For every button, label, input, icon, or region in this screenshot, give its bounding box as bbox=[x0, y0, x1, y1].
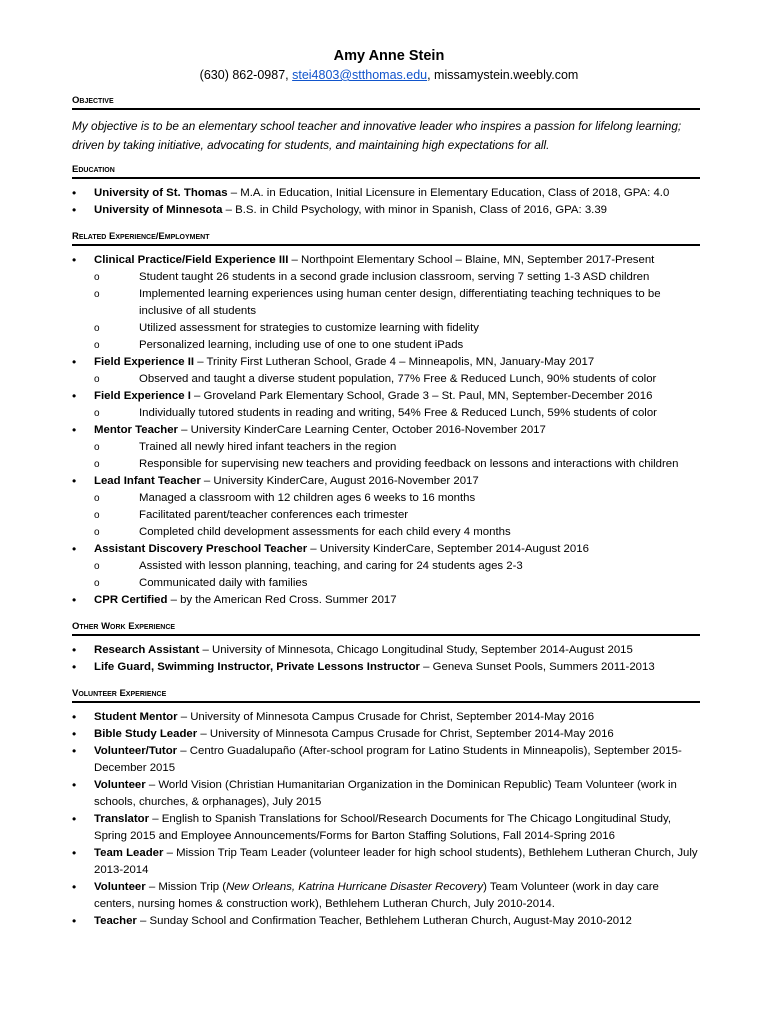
volunteer-item-detail-cont: ) Team Volunteer (work in day care centers, nursing homes & construction work), Bethlehem Lutheran Church, July 2010-2014. bbox=[94, 881, 659, 910]
education-list bbox=[72, 185, 700, 219]
volunteer-item-title: Volunteer bbox=[94, 779, 146, 791]
volunteer-item-title: Volunteer bbox=[94, 881, 146, 893]
objective-text: My objective is to be an elementary school teacher and innovative leader who inspires a passion for lifelong learning; driven by taking initiative, advocating for students, and maintaining high expectations for all. bbox=[72, 119, 682, 152]
education-item-title: University of Minnesota bbox=[94, 204, 223, 216]
experience-item-detail: – Groveland Park Elementary School, Grade 3 – St. Paul, MN, September-December 2016 bbox=[190, 390, 653, 402]
experience-sublist bbox=[72, 371, 700, 388]
candidate-name: Amy Anne Stein bbox=[333, 48, 445, 64]
experience-item-detail: – University KinderCare, August 2016-November 2017 bbox=[200, 475, 479, 487]
experience-sub-item: o Utilized assessment for strategies to customize learning with fidelity bbox=[93, 320, 700, 337]
other-work-item-title: Research Assistant bbox=[94, 644, 200, 656]
experience-sublist bbox=[72, 439, 700, 473]
volunteer-item-title: Bible Study Leader bbox=[94, 728, 198, 740]
experience-item bbox=[72, 541, 700, 558]
contact-line bbox=[78, 66, 700, 84]
other-work-item-title: Life Guard, Swimming Instructor, Private Lessons Instructor bbox=[94, 661, 420, 673]
experience-sub-item: o Facilitated parent/teacher conferences each trimester bbox=[93, 507, 700, 524]
volunteer-item bbox=[72, 913, 700, 930]
experience-item bbox=[72, 388, 700, 405]
volunteer-item-detail: – University of Minnesota Campus Crusade for Christ, September 2014-May 2016 bbox=[177, 711, 595, 723]
experience-sublist bbox=[72, 558, 700, 592]
volunteer-item bbox=[72, 879, 700, 913]
other-work-list bbox=[72, 642, 700, 676]
experience-sub-item: o Assisted with lesson planning, teaching, and caring for 24 students ages 2-3 bbox=[93, 558, 700, 575]
other-work-heading: Other Work Experience bbox=[72, 620, 700, 636]
education-heading: Education bbox=[72, 163, 700, 179]
experience-sub-item: o Responsible for supervising new teachers and providing feedback on lessons and interactions with children bbox=[93, 456, 700, 473]
experience-item bbox=[72, 592, 700, 609]
other-work-item-detail: – University of Minnesota, Chicago Longitudinal Study, September 2014-August 2015 bbox=[199, 644, 633, 656]
experience-sublist bbox=[72, 405, 700, 422]
experience-sub-item: o Personalized learning, including use of one to one student iPads bbox=[93, 337, 700, 354]
experience-item-title: CPR Certified bbox=[94, 594, 168, 606]
experience-sublist bbox=[72, 490, 700, 541]
other-work-item bbox=[72, 642, 700, 659]
experience-item bbox=[72, 354, 700, 371]
experience-item-title: Clinical Practice/Field Experience III bbox=[94, 254, 289, 266]
experience-sub-item: o Managed a classroom with 12 children ages 6 weeks to 16 months bbox=[93, 490, 700, 507]
other-work-item-detail: – Geneva Sunset Pools, Summers 2011-2013 bbox=[419, 661, 655, 673]
volunteer-item bbox=[72, 777, 700, 811]
experience-sublist-wrapper bbox=[72, 269, 700, 354]
volunteer-item bbox=[72, 811, 700, 845]
experience-sub-item: o Trained all newly hired infant teachers in the region bbox=[93, 439, 700, 456]
objective-heading: Objective bbox=[72, 94, 700, 110]
experience-item-title: Assistant Discovery Preschool Teacher bbox=[94, 543, 308, 555]
experience-item-title: Lead Infant Teacher bbox=[94, 475, 201, 487]
volunteer-item bbox=[72, 743, 700, 777]
volunteer-item-detail: – Sunday School and Confirmation Teacher, Bethlehem Lutheran Church, August-May 2010-2012 bbox=[136, 915, 632, 927]
volunteer-item-title: Teacher bbox=[94, 915, 137, 927]
volunteer-item-title: Team Leader bbox=[94, 847, 164, 859]
experience-sub-item: o Communicated daily with families bbox=[93, 575, 700, 592]
volunteer-item-detail: – Centro Guadalupaño (After-school program for Latino Students in Minneapolis), September 2015-December 2015 bbox=[94, 745, 682, 774]
phone: (630) 862-0987, bbox=[199, 68, 293, 82]
experience-item-title: Field Experience II bbox=[94, 356, 195, 368]
education-item bbox=[72, 202, 700, 219]
related-experience-list bbox=[72, 252, 700, 609]
volunteer-item-detail: – World Vision (Christian Humanitarian Organization in the Dominican Republic) Team Volunteer (work in schools, churches, & orphanages), July 2015 bbox=[94, 779, 677, 808]
related-experience-heading: Related Experience/Employment bbox=[72, 230, 700, 246]
experience-sub-item: o Observed and taught a diverse student population, 77% Free & Reduced Lunch, 90% students of color bbox=[93, 371, 700, 388]
experience-sublist-wrapper bbox=[72, 490, 700, 541]
experience-sublist-wrapper bbox=[72, 558, 700, 592]
volunteer-item-title: Student Mentor bbox=[94, 711, 178, 723]
experience-item-title: Mentor Teacher bbox=[94, 424, 178, 436]
experience-sublist bbox=[72, 269, 700, 354]
volunteer-item bbox=[72, 845, 700, 879]
other-work-item bbox=[72, 659, 700, 676]
experience-sublist-wrapper bbox=[72, 371, 700, 388]
experience-item-detail: – Trinity First Lutheran School, Grade 4 – Minneapolis, MN, January-May 2017 bbox=[194, 356, 595, 368]
experience-item bbox=[72, 252, 700, 269]
volunteer-item-title: Translator bbox=[94, 813, 150, 825]
education-item-title: University of St. Thomas bbox=[94, 187, 228, 199]
experience-sub-item: o Completed child development assessments for each child every 4 months bbox=[93, 524, 700, 541]
volunteer-item-detail: – University of Minnesota Campus Crusade for Christ, September 2014-May 2016 bbox=[197, 728, 614, 740]
experience-item-detail: – University KinderCare Learning Center, October 2016-November 2017 bbox=[177, 424, 546, 436]
volunteer-item-title: Volunteer/Tutor bbox=[94, 745, 178, 757]
experience-item-title: Field Experience I bbox=[94, 390, 191, 402]
volunteer-list bbox=[72, 709, 700, 930]
email-link[interactable]: stei4803@stthomas.edu bbox=[292, 68, 428, 82]
website: , missamystein.weebly.com bbox=[427, 68, 579, 82]
volunteer-item bbox=[72, 709, 700, 726]
experience-item bbox=[72, 422, 700, 439]
experience-sub-item: o Individually tutored students in reading and writing, 54% Free & Reduced Lunch, 59% students of color bbox=[93, 405, 700, 422]
experience-sub-item: o Implemented learning experiences using human center design, differentiating teaching techniques to be inclusive of all students bbox=[93, 286, 700, 320]
volunteer-item-detail: – English to Spanish Translations for School/Research Documents for The Chicago Longitudinal Study, Spring 2015 and Employee Announcements/Forms for Barton Staffing Solutions, Fall 2014-Spring 2016 bbox=[94, 813, 672, 842]
experience-sublist-wrapper bbox=[72, 405, 700, 422]
education-item-detail: – B.S. in Child Psychology, with minor in Spanish, Class of 2016, GPA: 3.39 bbox=[222, 204, 608, 216]
volunteer-item bbox=[72, 726, 700, 743]
education-item-detail: – M.A. in Education, Initial Licensure in Elementary Education, Class of 2018, GPA: 4.0 bbox=[227, 187, 670, 199]
experience-sublist-wrapper bbox=[72, 439, 700, 473]
education-item bbox=[72, 185, 700, 202]
volunteer-item-italic: New Orleans, Katrina Hurricane Disaster Recovery bbox=[226, 881, 484, 893]
experience-sub-item: o Student taught 26 students in a second grade inclusion classroom, serving 7 setting 1-3 ASD children bbox=[93, 269, 700, 286]
volunteer-heading: Volunteer Experience bbox=[72, 687, 700, 703]
volunteer-item-detail: – Mission Trip Team Leader (volunteer leader for high school students), Bethlehem Lutheran Church, July 2013-2014 bbox=[94, 847, 698, 876]
experience-item bbox=[72, 473, 700, 490]
experience-item-detail: – Northpoint Elementary School – Blaine, MN, September 2017-Present bbox=[288, 254, 655, 266]
experience-item-detail: – by the American Red Cross. Summer 2017 bbox=[167, 594, 397, 606]
experience-item-detail: – University KinderCare, September 2014-August 2016 bbox=[307, 543, 589, 555]
volunteer-item-detail: – Mission Trip ( bbox=[145, 881, 227, 893]
